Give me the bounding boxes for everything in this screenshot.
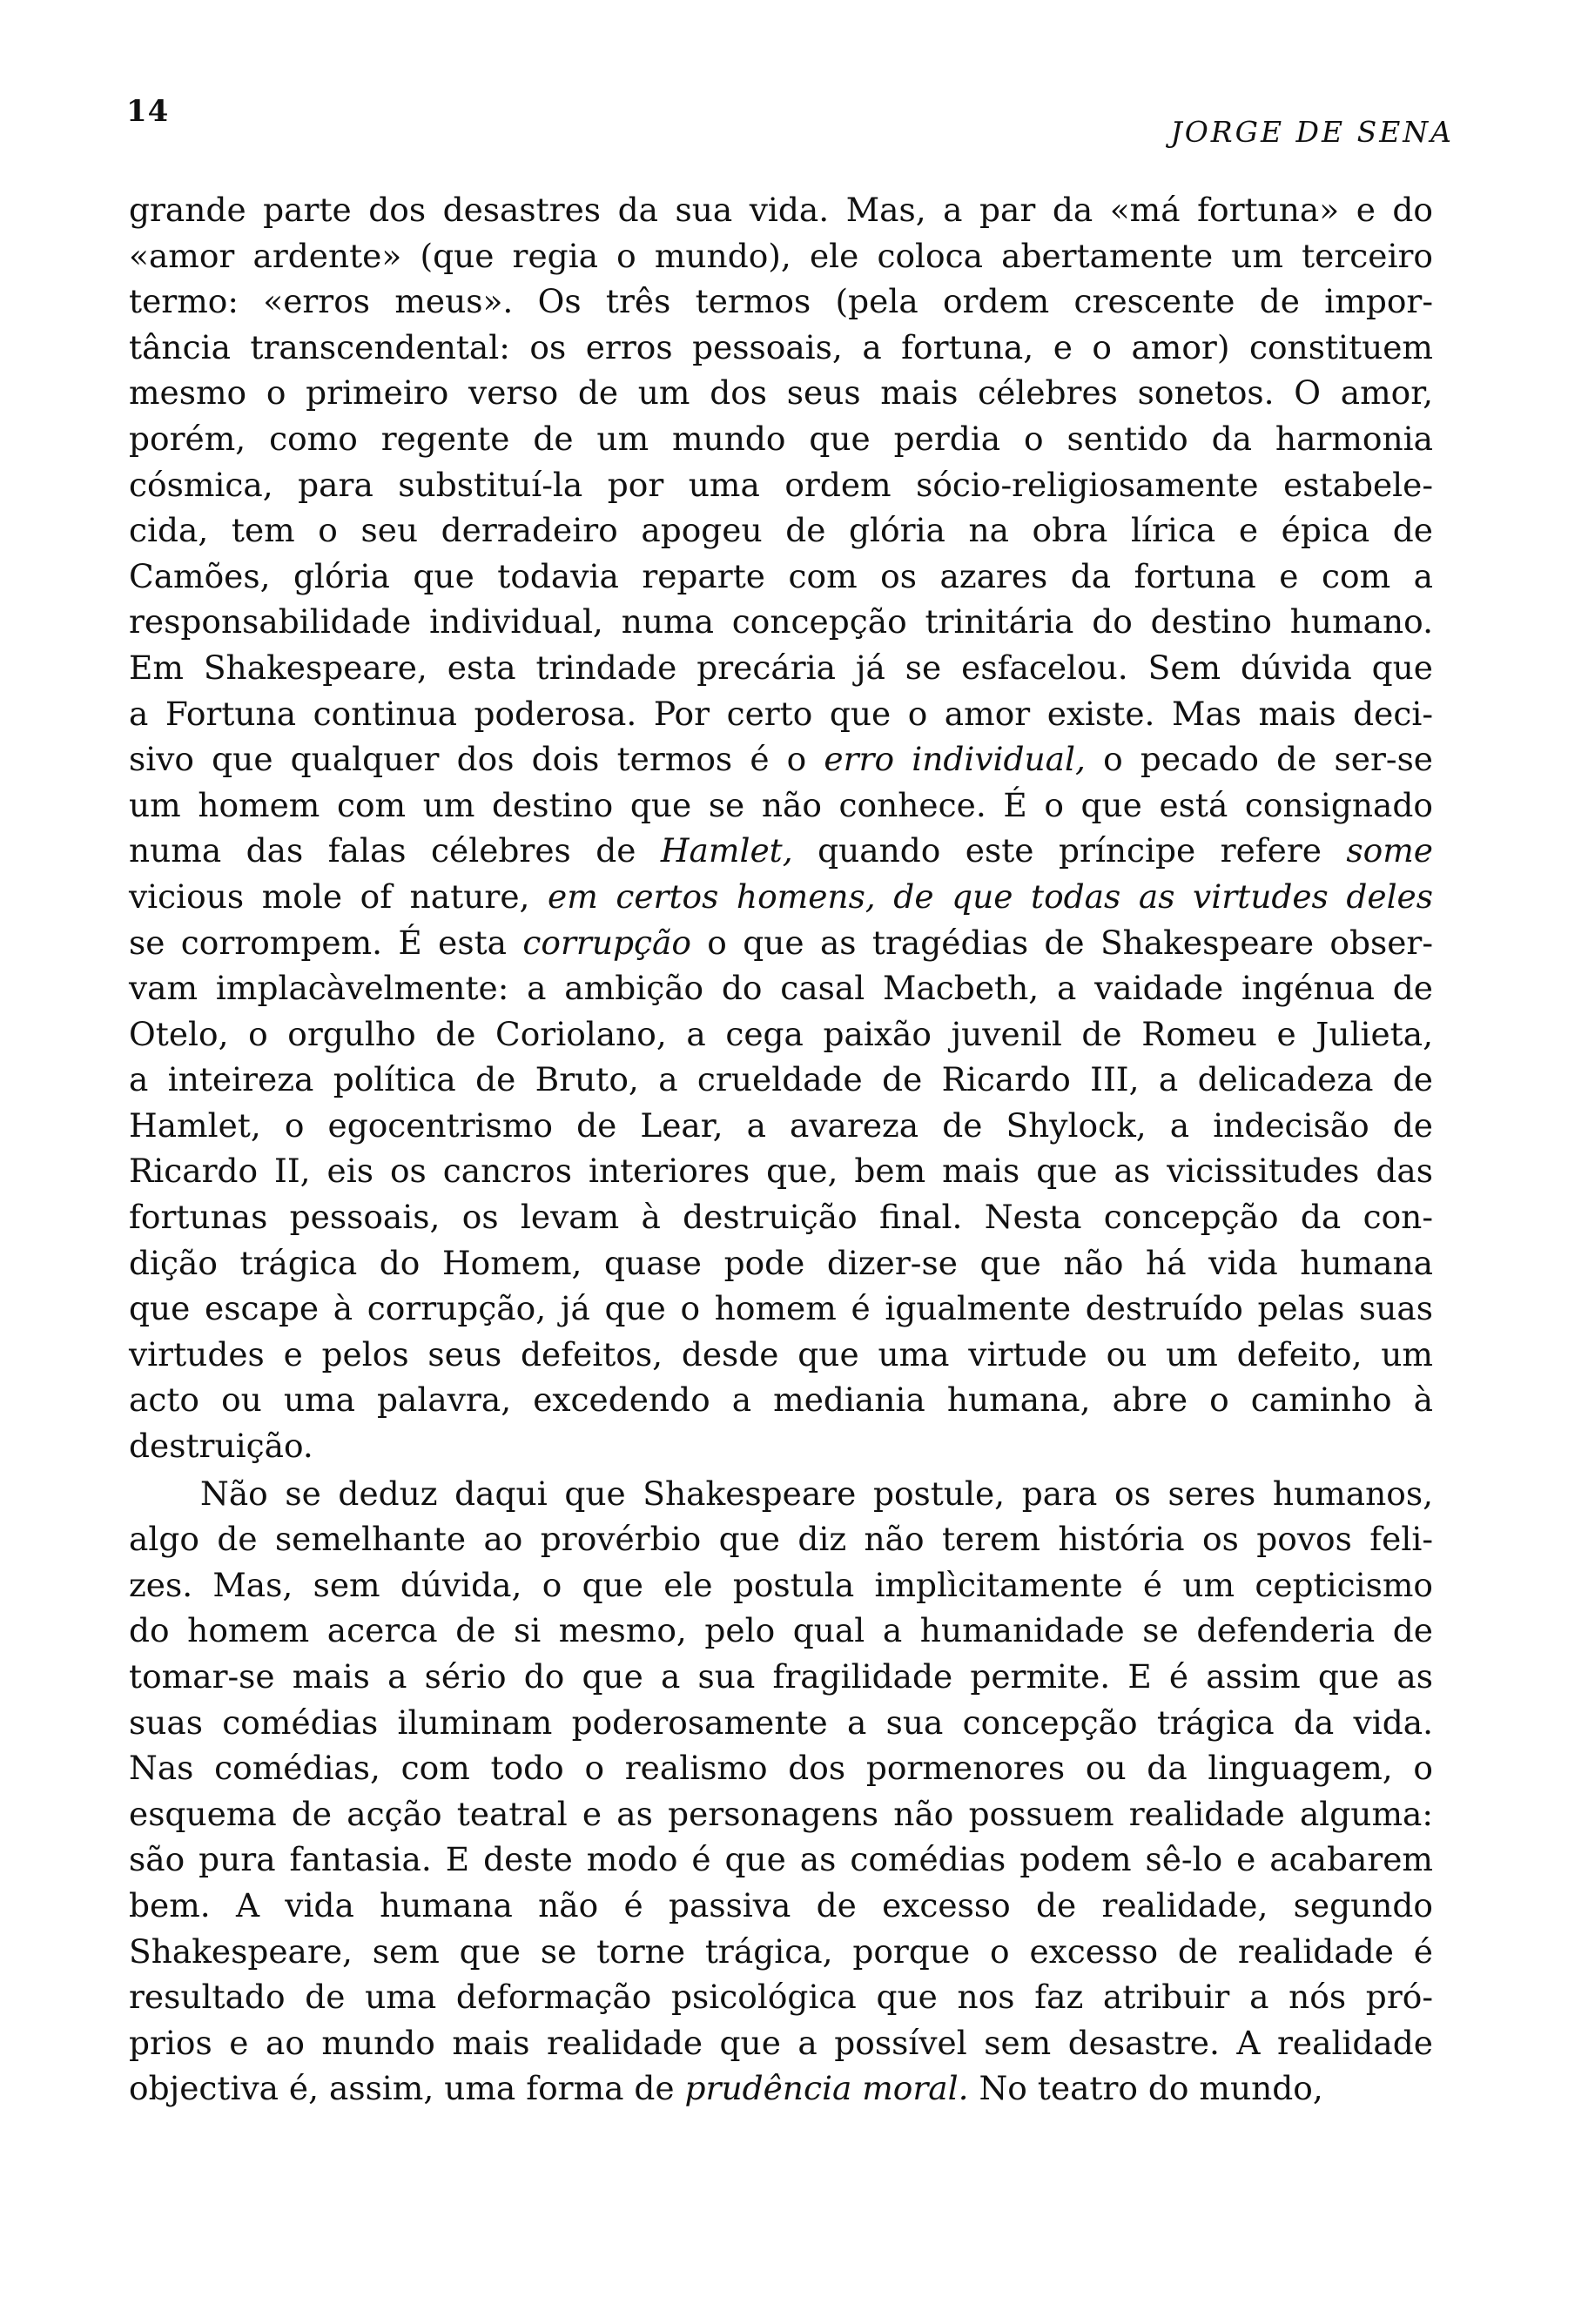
text-line: responsabilidade individual, numa concepção trinitária do destino humano. bbox=[129, 602, 1433, 641]
text-line: cósmica, para substituí-la por uma ordem sócio-religiosamente estabele- bbox=[129, 465, 1433, 504]
text-line: sivo que qualquer dos dois termos é o erro individual, o pecado de ser-se bbox=[129, 740, 1433, 779]
page-header bbox=[126, 94, 1454, 149]
paragraph bbox=[129, 187, 1433, 1469]
text-line: vicious mole of nature, em certos homens, de que todas as virtudes deles bbox=[129, 877, 1433, 916]
italic-text: Hamlet, bbox=[660, 831, 793, 870]
text-line: algo de semelhante ao provérbio que diz não terem história os povos feli- bbox=[129, 1520, 1433, 1559]
text-line: zes. Mas, sem dúvida, o que ele postula implìcitamente é um cepticismo bbox=[129, 1565, 1433, 1604]
text-line: mesmo o primeiro verso de um dos seus mais célebres sonetos. O amor, bbox=[129, 373, 1433, 413]
text-line: suas comédias iluminam poderosamente a sua concepção trágica da vida. bbox=[129, 1703, 1433, 1742]
text-line: tância transcendental: os erros pessoais, a fortuna, e o amor) constituem bbox=[129, 327, 1433, 366]
text-line: um homem com um destino que se não conhece. É o que está consignado bbox=[129, 785, 1433, 824]
italic-text: erro individual, bbox=[824, 740, 1086, 779]
italic-text: some bbox=[1346, 831, 1433, 870]
text-line: Em Shakespeare, esta trindade precária já se esfacelou. Sem dúvida que bbox=[129, 648, 1433, 687]
text-line: tomar-se mais a sério do que a sua fragilidade permite. E é assim que as bbox=[129, 1657, 1433, 1696]
italic-text: prudência moral. bbox=[684, 2069, 969, 2108]
text-line: se corrompem. É esta corrupção o que as tragédias de Shakespeare obser- bbox=[129, 923, 1433, 962]
text-line: fortunas pessoais, os levam à destruição final. Nesta concepção da con- bbox=[129, 1198, 1433, 1237]
text-line: Camões, glória que todavia reparte com os azares da fortuna e com a bbox=[129, 556, 1433, 595]
text-line: acto ou uma palavra, excedendo a mediania humana, abre o caminho à bbox=[129, 1380, 1433, 1420]
text-line: Não se deduz daqui que Shakespeare postule, para os seres humanos, bbox=[200, 1474, 1433, 1513]
paragraph bbox=[129, 1471, 1433, 2112]
text-line: dição trágica do Homem, quase pode dizer-se que não há vida humana bbox=[129, 1243, 1433, 1282]
text-line: Nas comédias, com todo o realismo dos pormenores ou da linguagem, o bbox=[129, 1749, 1433, 1788]
body-text bbox=[129, 187, 1433, 2112]
text-line: «amor ardente» (que regia o mundo), ele coloca abertamente um terceiro bbox=[129, 236, 1433, 275]
italic-text: em certos homens, de que todas as virtudes deles bbox=[529, 877, 1433, 916]
text-line: Otelo, o orgulho de Coriolano, a cega paixão juvenil de Romeu e Julieta, bbox=[129, 1014, 1433, 1053]
text-line: prios e ao mundo mais realidade que a possível sem desastre. A realidade bbox=[129, 2023, 1433, 2062]
text-line: são pura fantasia. E deste modo é que as comédias podem sê-lo e acabarem bbox=[129, 1840, 1433, 1879]
text-line: esquema de acção teatral e as personagens não possuem realidade alguma: bbox=[129, 1794, 1433, 1833]
text-line: objectiva é, assim, uma forma de prudência moral. No teatro do mundo, bbox=[129, 2069, 1323, 2108]
text-line: termo: «erros meus». Os três termos (pela ordem crescente de impor- bbox=[129, 282, 1433, 321]
text-line: a Fortuna continua poderosa. Por certo que o amor existe. Mas mais deci- bbox=[129, 694, 1433, 733]
text-line: bem. A vida humana não é passiva de excesso de realidade, segundo bbox=[129, 1885, 1433, 1924]
text-line: resultado de uma deformação psicológica que nos faz atribuir a nós pró- bbox=[129, 1978, 1433, 2017]
text-line: grande parte dos desastres da sua vida. Mas, a par da «má fortuna» e do bbox=[129, 191, 1433, 229]
text-line: que escape à corrupção, já que o homem é igualmente destruído pelas suas bbox=[129, 1289, 1433, 1328]
text-line: porém, como regente de um mundo que perdia o sentido da harmonia bbox=[129, 419, 1433, 458]
text-line: do homem acerca de si mesmo, pelo qual a humanidade se defenderia de bbox=[129, 1611, 1433, 1650]
text-line: cida, tem o seu derradeiro apogeu de glória na obra lírica e épica de bbox=[129, 511, 1433, 550]
running-head: JORGE DE SENA bbox=[1170, 115, 1454, 149]
text-line: a inteireza política de Bruto, a crueldade de Ricardo III, a delicadeza de bbox=[129, 1060, 1433, 1099]
text-line: vam implacàvelmente: a ambição do casal Macbeth, a vaidade ingénua de bbox=[129, 969, 1433, 1008]
text-line: numa das falas célebres de Hamlet, quando este príncipe refere some bbox=[129, 831, 1433, 870]
text-line: Shakespeare, sem que se torne trágica, porque o excesso de realidade é bbox=[129, 1931, 1433, 1971]
text-line: virtudes e pelos seus defeitos, desde que uma virtude ou um defeito, um bbox=[129, 1334, 1433, 1374]
text-line: Hamlet, o egocentrismo de Lear, a avareza de Shylock, a indecisão de bbox=[129, 1105, 1433, 1145]
text-line: Ricardo II, eis os cancros interiores que, bem mais que as vicissitudes das bbox=[129, 1152, 1433, 1191]
page-number: 14 bbox=[126, 94, 170, 129]
text-line: destruição. bbox=[129, 1427, 313, 1466]
italic-text: corrupção bbox=[522, 923, 691, 962]
